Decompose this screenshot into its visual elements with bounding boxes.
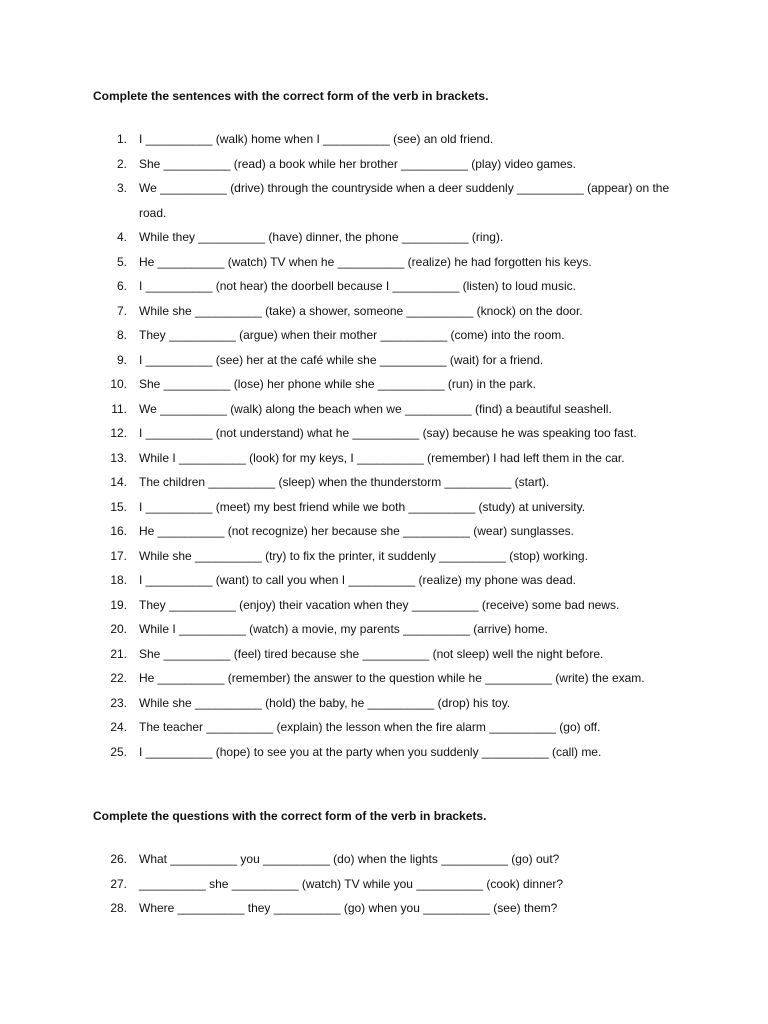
item-text: They __________ (enjoy) their vacation when they __________ (receive) some bad news. [139,597,620,612]
item-text: We __________ (drive) through the countryside when a deer suddenly __________ (appear) on the road. [139,181,670,220]
list-item [0,397,768,422]
question-list [0,847,768,921]
list-item [0,519,768,544]
item-number: 22. [110,671,127,685]
list-item [0,421,768,446]
item-text: While I __________ (look) for my keys, I __________ (remember) I had left them in the car. [139,450,625,465]
list-item [0,544,768,569]
item-number: 16. [110,524,127,538]
item-text: They __________ (argue) when their mother __________ (come) into the room. [139,328,565,342]
item-text: I __________ (walk) home when I __________ (see) an old friend. [139,132,494,146]
item-number: 23. [110,695,127,710]
section-2-heading: Complete the questions with the correct form of the verb in brackets. [93,809,487,823]
list-item [0,691,768,716]
item-number: 1. [116,132,127,146]
item-number: 13. [110,450,127,465]
item-text: He __________ (remember) the answer to the question while he __________ (write) the exam. [139,671,645,685]
list-item [0,740,768,765]
item-number: 28. [110,901,127,915]
item-number: 24. [110,720,127,734]
item-number: 19. [110,597,127,612]
item-number: 3. [116,181,127,195]
list-item [0,568,768,593]
item-text: I __________ (hope) to see you at the party when you suddenly __________ (call) me. [139,744,602,759]
item-text: He __________ (watch) TV when he __________ (realize) he had forgotten his keys. [139,254,592,269]
item-text: The children __________ (sleep) when the thunderstorm __________ (start). [139,475,550,489]
list-item [0,372,768,397]
item-text: While she __________ (take) a shower, someone __________ (knock) on the door. [139,303,583,318]
list-item [0,225,768,250]
list-item [0,323,768,348]
item-text: While she __________ (hold) the baby, he __________ (drop) his toy. [139,695,511,710]
item-text: The teacher __________ (explain) the lesson when the fire alarm __________ (go) off. [139,720,601,734]
list-item [0,176,768,225]
list-item [0,250,768,275]
item-number: 20. [110,622,127,636]
item-number: 15. [110,499,127,514]
item-number: 4. [116,230,127,244]
list-item [0,666,768,691]
list-item [0,127,768,152]
item-text: While they __________ (have) dinner, the phone __________ (ring). [139,230,504,244]
item-number: 18. [110,573,127,587]
item-number: 12. [110,426,127,440]
item-text: We __________ (walk) along the beach when we __________ (find) a beautiful seashell. [139,401,612,416]
item-text: I __________ (not understand) what he __________ (say) because he was speaking too fast. [139,426,637,440]
list-item [0,847,768,872]
item-number: 9. [116,352,127,367]
item-number: 6. [116,279,127,293]
item-text: While she __________ (try) to fix the printer, it suddenly __________ (stop) working. [139,548,588,563]
item-number: 11. [111,401,127,416]
item-text: While I __________ (watch) a movie, my parents __________ (arrive) home. [139,622,548,636]
list-item [0,470,768,495]
item-number: 27. [110,876,127,891]
item-text: I __________ (want) to call you when I __________ (realize) my phone was dead. [139,573,576,587]
list-item [0,617,768,642]
list-item [0,348,768,373]
list-item [0,715,768,740]
section-1-heading: Complete the sentences with the correct form of the verb in brackets. [93,89,489,103]
item-number: 21. [110,646,127,661]
item-text: She __________ (lose) her phone while she __________ (run) in the park. [139,377,536,391]
item-text: What __________ you __________ (do) when the lights __________ (go) out? [139,852,560,866]
item-text: She __________ (feel) tired because she __________ (not sleep) well the night before. [139,646,604,661]
list-item [0,495,768,520]
item-number: 7. [116,303,127,318]
item-number: 14. [110,475,127,489]
item-number: 5. [116,254,127,269]
item-text: I __________ (meet) my best friend while we both __________ (study) at university. [139,499,586,514]
list-item [0,152,768,177]
item-number: 25. [110,744,127,759]
list-item [0,593,768,618]
list-item [0,274,768,299]
item-text: __________ she __________ (watch) TV while you __________ (cook) dinner? [139,876,564,891]
item-number: 17. [110,548,127,563]
item-number: 2. [116,156,127,171]
list-item [0,896,768,921]
item-text: He __________ (not recognize) her because she __________ (wear) sunglasses. [139,524,574,538]
list-item [0,642,768,667]
item-number: 10. [110,377,127,391]
item-number: 8. [116,328,127,342]
sentence-list [0,127,768,764]
list-item [0,446,768,471]
item-text: Where __________ they __________ (go) when you __________ (see) them? [139,901,558,915]
list-item [0,872,768,897]
item-text: I __________ (not hear) the doorbell because I __________ (listen) to loud music. [139,279,576,293]
item-text: I __________ (see) her at the café while she __________ (wait) for a friend. [139,352,544,367]
item-number: 26. [110,852,127,866]
list-item [0,299,768,324]
item-text: She __________ (read) a book while her brother __________ (play) video games. [139,156,576,171]
